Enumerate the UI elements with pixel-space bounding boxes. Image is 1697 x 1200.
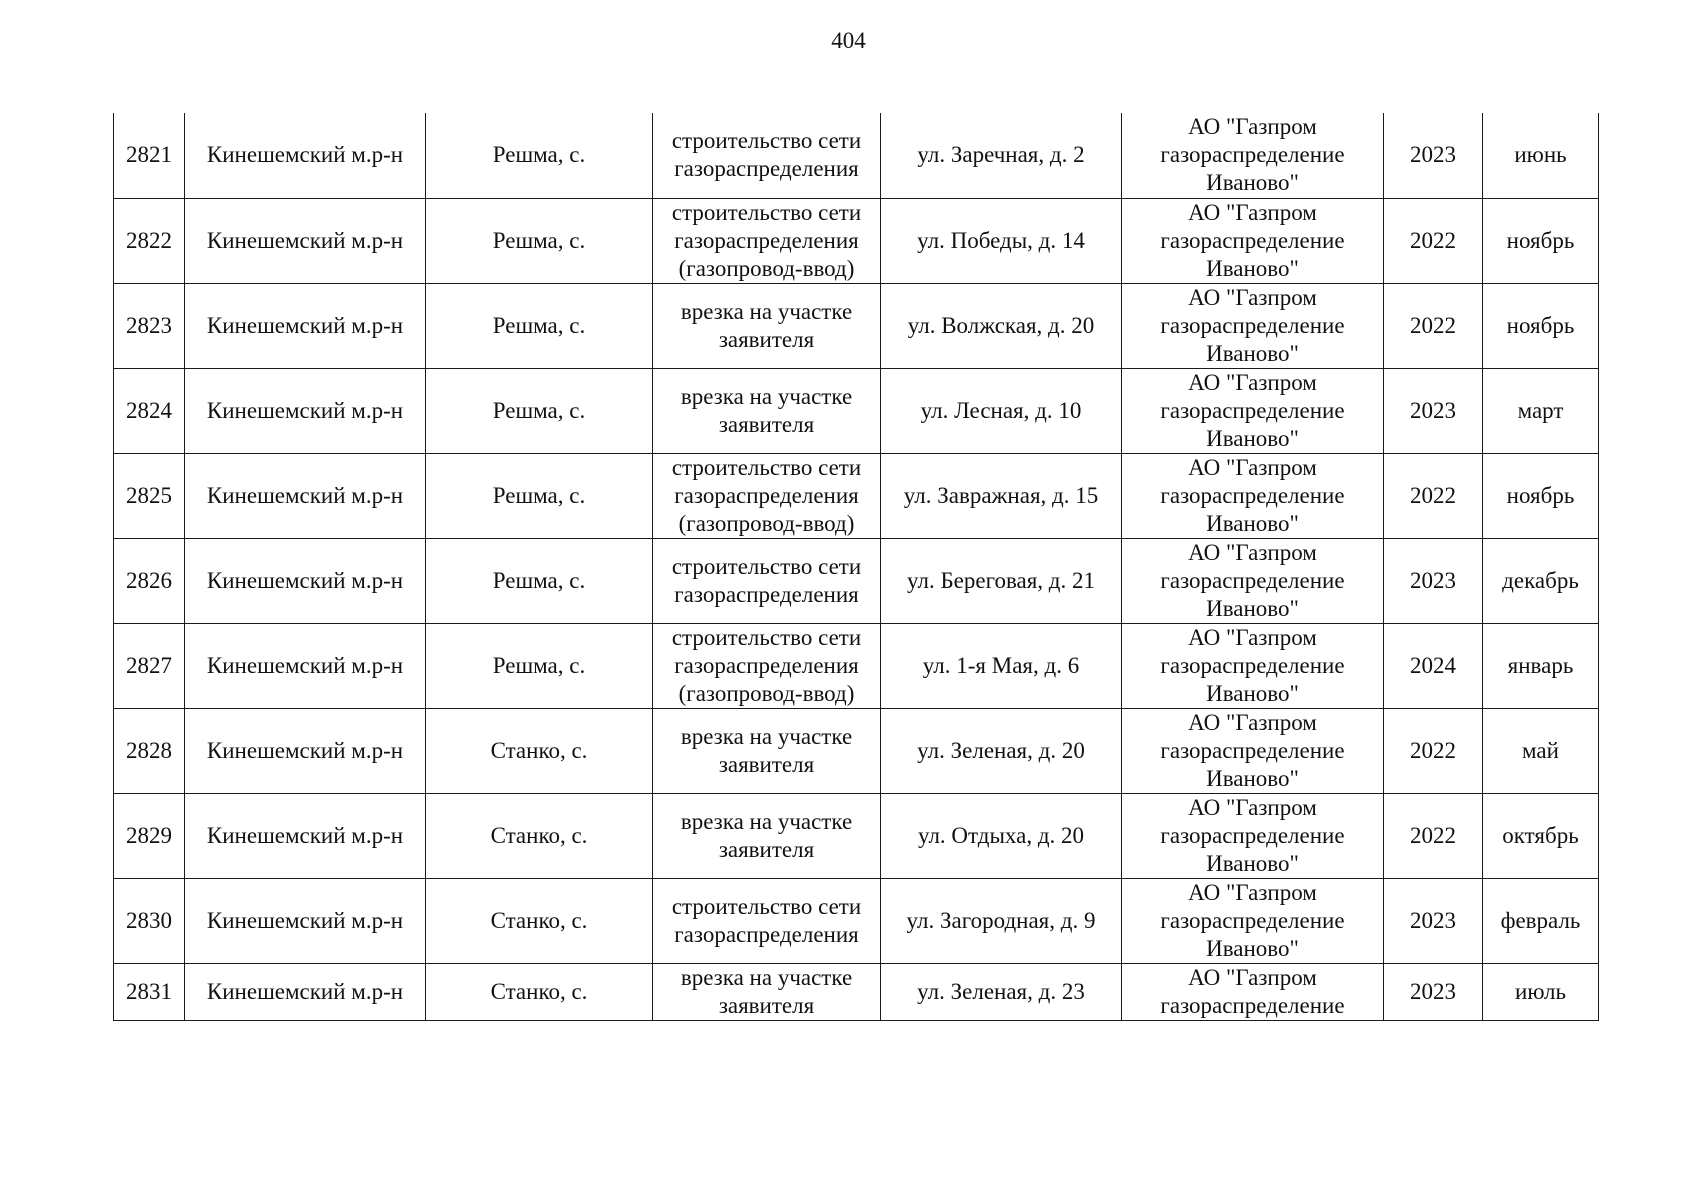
cell-district: Кинешемский м.р-н — [185, 113, 426, 198]
cell-organization — [1122, 963, 1384, 1020]
cell-organization-line: газораспределение — [1160, 312, 1345, 338]
cell-locality: Станко, с. — [426, 793, 653, 878]
cell-work-type-line: газораспределения — [674, 482, 859, 508]
cell-organization-line: Иваново" — [1206, 425, 1299, 451]
table-row — [114, 368, 1599, 453]
table-row — [114, 198, 1599, 283]
table-row — [114, 623, 1599, 708]
cell-number: 2823 — [114, 283, 185, 368]
cell-work-type — [653, 198, 881, 283]
cell-locality: Станко, с. — [426, 878, 653, 963]
cell-locality: Решма, с. — [426, 453, 653, 538]
cell-locality: Станко, с. — [426, 963, 653, 1020]
cell-organization — [1122, 538, 1384, 623]
gasification-table-container — [113, 113, 1598, 1021]
cell-organization-line: АО "Газпром — [1188, 454, 1317, 480]
cell-work-type-line: заявителя — [718, 411, 815, 437]
cell-number: 2831 — [114, 963, 185, 1020]
table-row — [114, 793, 1599, 878]
cell-month: май — [1483, 708, 1599, 793]
cell-organization — [1122, 793, 1384, 878]
cell-organization-line: АО "Газпром — [1188, 539, 1317, 565]
cell-organization-line: Иваново" — [1206, 255, 1299, 281]
cell-year: 2022 — [1384, 283, 1483, 368]
cell-organization-line: АО "Газпром — [1188, 284, 1317, 310]
cell-district: Кинешемский м.р-н — [185, 878, 426, 963]
cell-work-type-line: заявителя — [718, 992, 815, 1018]
cell-number: 2827 — [114, 623, 185, 708]
cell-year: 2022 — [1384, 708, 1483, 793]
cell-organization-line: газораспределение — [1160, 142, 1345, 168]
cell-organization — [1122, 623, 1384, 708]
cell-month: ноябрь — [1483, 283, 1599, 368]
cell-organization-line: АО "Газпром — [1188, 369, 1317, 395]
cell-work-type — [653, 878, 881, 963]
cell-organization-line: Иваново" — [1206, 850, 1299, 876]
cell-organization-line: газораспределение — [1160, 822, 1345, 848]
cell-district: Кинешемский м.р-н — [185, 283, 426, 368]
cell-work-type-line: заявителя — [718, 836, 815, 862]
gasification-table — [113, 113, 1599, 1021]
cell-locality: Станко, с. — [426, 708, 653, 793]
table-body — [114, 113, 1599, 1020]
cell-work-type-line: врезка на участке — [680, 964, 853, 990]
cell-year: 2023 — [1384, 538, 1483, 623]
cell-month: февраль — [1483, 878, 1599, 963]
cell-organization-line: АО "Газпром — [1188, 114, 1317, 140]
cell-work-type-line: строительство сети — [671, 553, 862, 579]
cell-work-type-line: газораспределения — [674, 652, 859, 678]
cell-address: ул. Береговая, д. 21 — [881, 538, 1122, 623]
cell-work-type — [653, 623, 881, 708]
cell-month: июнь — [1483, 113, 1599, 198]
cell-locality: Решма, с. — [426, 113, 653, 198]
cell-district: Кинешемский м.р-н — [185, 963, 426, 1020]
cell-organization-line: АО "Газпром — [1188, 709, 1317, 735]
cell-number: 2826 — [114, 538, 185, 623]
cell-address: ул. Зеленая, д. 20 — [881, 708, 1122, 793]
cell-organization-line: газораспределение — [1160, 992, 1345, 1018]
cell-district: Кинешемский м.р-н — [185, 793, 426, 878]
cell-district: Кинешемский м.р-н — [185, 368, 426, 453]
cell-locality: Решма, с. — [426, 538, 653, 623]
cell-work-type-line: газораспределения — [674, 156, 859, 182]
cell-locality: Решма, с. — [426, 623, 653, 708]
cell-organization-line: АО "Газпром — [1188, 624, 1317, 650]
cell-work-type — [653, 283, 881, 368]
cell-organization-line: АО "Газпром — [1188, 879, 1317, 905]
table-row — [114, 963, 1599, 1020]
cell-month: ноябрь — [1483, 198, 1599, 283]
cell-address: ул. Волжская, д. 20 — [881, 283, 1122, 368]
cell-number: 2825 — [114, 453, 185, 538]
cell-address: ул. 1-я Мая, д. 6 — [881, 623, 1122, 708]
page-number: 404 — [831, 28, 866, 53]
cell-district: Кинешемский м.р-н — [185, 453, 426, 538]
cell-work-type-line: строительство сети — [671, 454, 862, 480]
cell-organization — [1122, 113, 1384, 198]
cell-work-type-line: (газопровод-ввод) — [678, 680, 855, 706]
cell-district: Кинешемский м.р-н — [185, 538, 426, 623]
table-row — [114, 113, 1599, 198]
cell-organization-line: Иваново" — [1206, 170, 1299, 196]
cell-locality: Решма, с. — [426, 283, 653, 368]
cell-month: январь — [1483, 623, 1599, 708]
table-row — [114, 453, 1599, 538]
cell-work-type-line: строительство сети — [671, 624, 862, 650]
cell-organization-line: Иваново" — [1206, 510, 1299, 536]
cell-locality: Решма, с. — [426, 368, 653, 453]
cell-organization — [1122, 198, 1384, 283]
cell-organization-line: Иваново" — [1206, 935, 1299, 961]
cell-organization — [1122, 283, 1384, 368]
cell-organization — [1122, 453, 1384, 538]
cell-work-type — [653, 793, 881, 878]
cell-work-type — [653, 113, 881, 198]
cell-work-type — [653, 708, 881, 793]
cell-year: 2023 — [1384, 368, 1483, 453]
table-row — [114, 878, 1599, 963]
cell-year: 2023 — [1384, 963, 1483, 1020]
cell-organization-line: газораспределение — [1160, 652, 1345, 678]
cell-work-type-line: строительство сети — [671, 893, 862, 919]
cell-district: Кинешемский м.р-н — [185, 708, 426, 793]
table-row — [114, 538, 1599, 623]
cell-organization — [1122, 708, 1384, 793]
cell-address: ул. Отдыха, д. 20 — [881, 793, 1122, 878]
cell-work-type-line: газораспределения — [674, 921, 859, 947]
cell-month: июль — [1483, 963, 1599, 1020]
cell-work-type-line: врезка на участке — [680, 383, 853, 409]
cell-district: Кинешемский м.р-н — [185, 198, 426, 283]
cell-year: 2022 — [1384, 453, 1483, 538]
cell-address: ул. Победы, д. 14 — [881, 198, 1122, 283]
cell-number: 2821 — [114, 113, 185, 198]
cell-locality: Решма, с. — [426, 198, 653, 283]
cell-work-type-line: (газопровод-ввод) — [678, 510, 855, 536]
cell-address: ул. Завражная, д. 15 — [881, 453, 1122, 538]
cell-organization-line: газораспределение — [1160, 737, 1345, 763]
cell-number: 2829 — [114, 793, 185, 878]
cell-work-type-line: (газопровод-ввод) — [678, 255, 855, 281]
cell-work-type — [653, 368, 881, 453]
cell-work-type-line: газораспределения — [674, 581, 859, 607]
cell-organization-line: Иваново" — [1206, 680, 1299, 706]
cell-organization-line: Иваново" — [1206, 765, 1299, 791]
cell-number: 2822 — [114, 198, 185, 283]
cell-number: 2830 — [114, 878, 185, 963]
cell-work-type-line: врезка на участке — [680, 723, 853, 749]
cell-organization-line: АО "Газпром — [1188, 964, 1317, 990]
cell-work-type — [653, 453, 881, 538]
cell-work-type-line: заявителя — [718, 326, 815, 352]
cell-organization-line: АО "Газпром — [1188, 794, 1317, 820]
cell-organization-line: газораспределение — [1160, 567, 1345, 593]
cell-work-type-line: строительство сети — [671, 199, 862, 225]
cell-organization-line: газораспределение — [1160, 397, 1345, 423]
cell-year: 2023 — [1384, 113, 1483, 198]
cell-month: декабрь — [1483, 538, 1599, 623]
cell-organization-line: газораспределение — [1160, 482, 1345, 508]
cell-organization-line: Иваново" — [1206, 340, 1299, 366]
cell-year: 2022 — [1384, 198, 1483, 283]
cell-work-type-line: заявителя — [718, 751, 815, 777]
cell-year: 2022 — [1384, 793, 1483, 878]
cell-month: март — [1483, 368, 1599, 453]
cell-organization-line: АО "Газпром — [1188, 199, 1317, 225]
cell-work-type-line: газораспределения — [674, 227, 859, 253]
cell-work-type-line: врезка на участке — [680, 808, 853, 834]
cell-number: 2824 — [114, 368, 185, 453]
cell-organization-line: Иваново" — [1206, 595, 1299, 621]
cell-district: Кинешемский м.р-н — [185, 623, 426, 708]
cell-address: ул. Лесная, д. 10 — [881, 368, 1122, 453]
table-row — [114, 708, 1599, 793]
cell-organization-line: газораспределение — [1160, 227, 1345, 253]
cell-month: ноябрь — [1483, 453, 1599, 538]
cell-address: ул. Зеленая, д. 23 — [881, 963, 1122, 1020]
cell-year: 2023 — [1384, 878, 1483, 963]
cell-month: октябрь — [1483, 793, 1599, 878]
cell-number: 2828 — [114, 708, 185, 793]
cell-organization — [1122, 368, 1384, 453]
cell-organization-line: газораспределение — [1160, 907, 1345, 933]
cell-address: ул. Заречная, д. 2 — [881, 113, 1122, 198]
cell-year: 2024 — [1384, 623, 1483, 708]
cell-organization — [1122, 878, 1384, 963]
cell-work-type — [653, 963, 881, 1020]
cell-work-type — [653, 538, 881, 623]
table-row — [114, 283, 1599, 368]
cell-work-type-line: врезка на участке — [680, 298, 853, 324]
cell-address: ул. Загородная, д. 9 — [881, 878, 1122, 963]
cell-work-type-line: строительство сети — [671, 128, 862, 154]
